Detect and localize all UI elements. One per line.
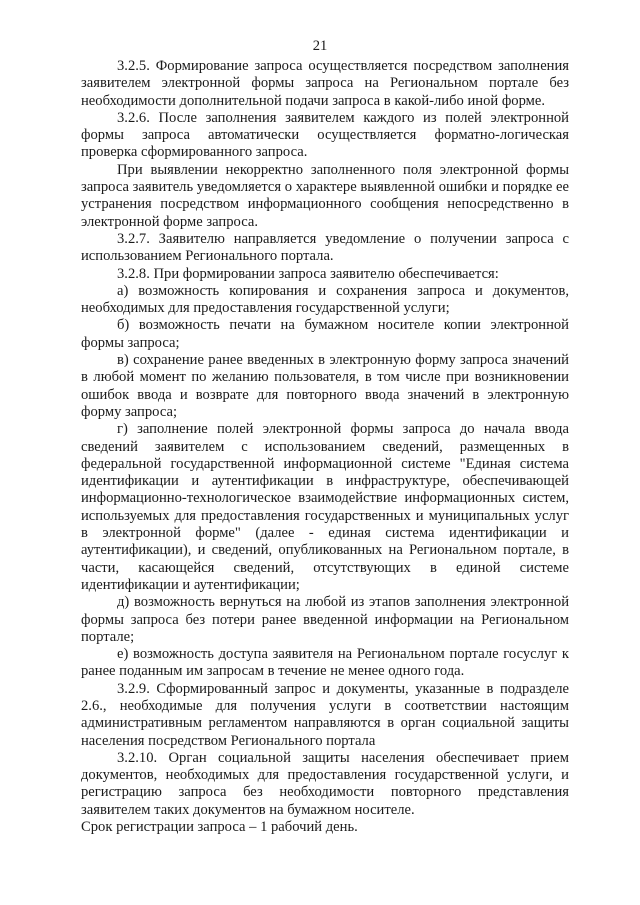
list-item-d: д) возможность вернуться на любой из этапов заполнения электронной формы запроса без потери ранее введенной информации на Региональном портале; [81, 594, 569, 645]
paragraph-registration-term: Срок регистрации запроса – 1 рабочий день. [81, 819, 358, 836]
paragraph-3-2-10: 3.2.10. Орган социальной защиты населения обеспечивает прием документов, необходимых для предоставления государственной услуги, и регистрацию запроса без необходимости повторного представления заявителем таких документов на бумажном носителе. [81, 749, 569, 818]
paragraph-error-notice: При выявлении некорректно заполненного поля электронной формы запроса заявитель уведомляется о характере выявленной ошибки и порядке ее устранения посредством информационного сообщения непосредственно в электронной форме запроса. [81, 161, 569, 230]
list-item-b: б) возможность печати на бумажном носителе копии электронной формы запроса; [81, 317, 569, 351]
page-number: 21 [312, 38, 328, 54]
list-item-a: а) возможность копирования и сохранения запроса и документов, необходимых для предоставления государственной услуги; [81, 282, 569, 317]
paragraph-3-2-5: 3.2.5. Формирование запроса осуществляется посредством заполнения заявителем электронной формы запроса на Региональном портале без необходимости дополнительной подачи запроса в какой-либо иной форме. [81, 58, 569, 109]
list-item-g: г) заполнение полей электронной формы запроса до начала ввода сведений заявителем с использованием сведений, размещенных в федеральной государственной информационной системе "Единая система идентификации и аутентификации в инфраструктуре, обеспечивающей информационно-технологическое взаимодействие информационных систем, используемых для предоставления государственных и муниципальных услуг в электронной форме" (далее - единая система идентификации и аутентификации), и сведений, опубликованных на Региональном портале, в части, касающейся сведений, отсутствующих в единой системе идентификации и аутентификации; [81, 421, 569, 593]
document-body [81, 58, 569, 836]
list-item-e: е) возможность доступа заявителя на Региональном портале госуслуг к ранее поданным им запросам в течение не менее одного года. [81, 646, 569, 680]
paragraph-3-2-9: 3.2.9. Сформированный запрос и документы, указанные в подразделе 2.6., необходимые для получения услуги в соответствии настоящим административным регламентом направляются в орган социальной защиты населения посредством Регионального портала [81, 680, 569, 749]
paragraph-3-2-7: 3.2.7. Заявителю направляется уведомление о получении запроса с использованием Регионального портала. [81, 230, 569, 265]
paragraph-3-2-8: 3.2.8. При формировании запроса заявителю обеспечивается: [117, 265, 499, 282]
paragraph-3-2-6: 3.2.6. После заполнения заявителем каждого из полей электронной формы запроса автоматически осуществляется форматно-логическая проверка сформированного запроса. [81, 109, 569, 161]
list-item-v: в) сохранение ранее введенных в электронную форму запроса значений в любой момент по желанию пользователя, в том числе при возникновении ошибок ввода и возврате для повторного ввода значений в электронную форму запроса; [81, 352, 569, 420]
